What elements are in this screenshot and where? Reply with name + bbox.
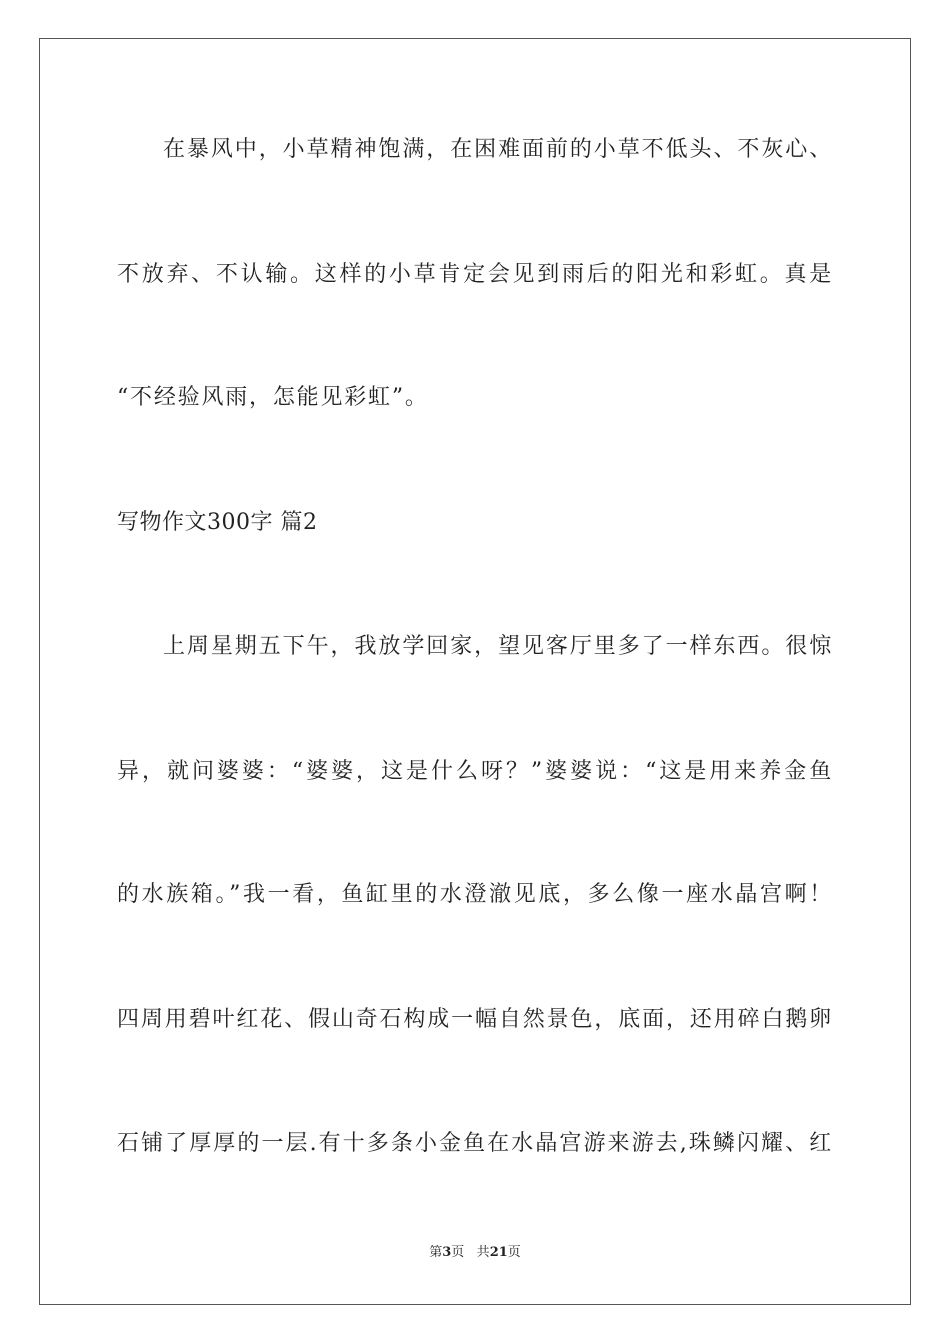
paragraph-2-line-2: 异，就问婆婆：“婆婆，这是什么呀？”婆婆说：“这是用来养金鱼 [117, 759, 833, 784]
total-prefix: 共 [476, 1245, 490, 1260]
total-pages: 21 [489, 1245, 508, 1260]
page-suffix: 页 [451, 1245, 465, 1260]
total-suffix: 页 [507, 1245, 521, 1260]
page-border [39, 38, 911, 1305]
paragraph-1-line-3: “不经验风雨，怎能见彩虹”。 [117, 385, 429, 410]
paragraph-2-line-4: 四周用碧叶红花、假山奇石构成一幅自然景色，底面，还用碎白鹅卵 [117, 1007, 833, 1032]
paragraph-2-line-3: 的水族箱。”我一看，鱼缸里的水澄澈见底，多么像一座水晶宫啊！ [117, 882, 833, 907]
page-footer [0, 1244, 950, 1262]
paragraph-2-line-1: 上周星期五下午，我放学回家，望见客厅里多了一样东西。很惊 [163, 634, 833, 659]
paragraph-1-line-1: 在暴风中，小草精神饱满，在困难面前的小草不低头、不灰心、 [163, 137, 833, 162]
section-heading: 写物作文300字 篇2 [117, 510, 318, 535]
page-number: 3 [442, 1245, 452, 1260]
paragraph-2-line-5: 石铺了厚厚的一层.有十多条小金鱼在水晶宫游来游去,珠鳞闪耀、红 [117, 1131, 833, 1156]
paragraph-1-line-2: 不放弃、不认输。这样的小草肯定会见到雨后的阳光和彩虹。真是 [117, 262, 833, 287]
page-prefix: 第 [429, 1245, 443, 1260]
